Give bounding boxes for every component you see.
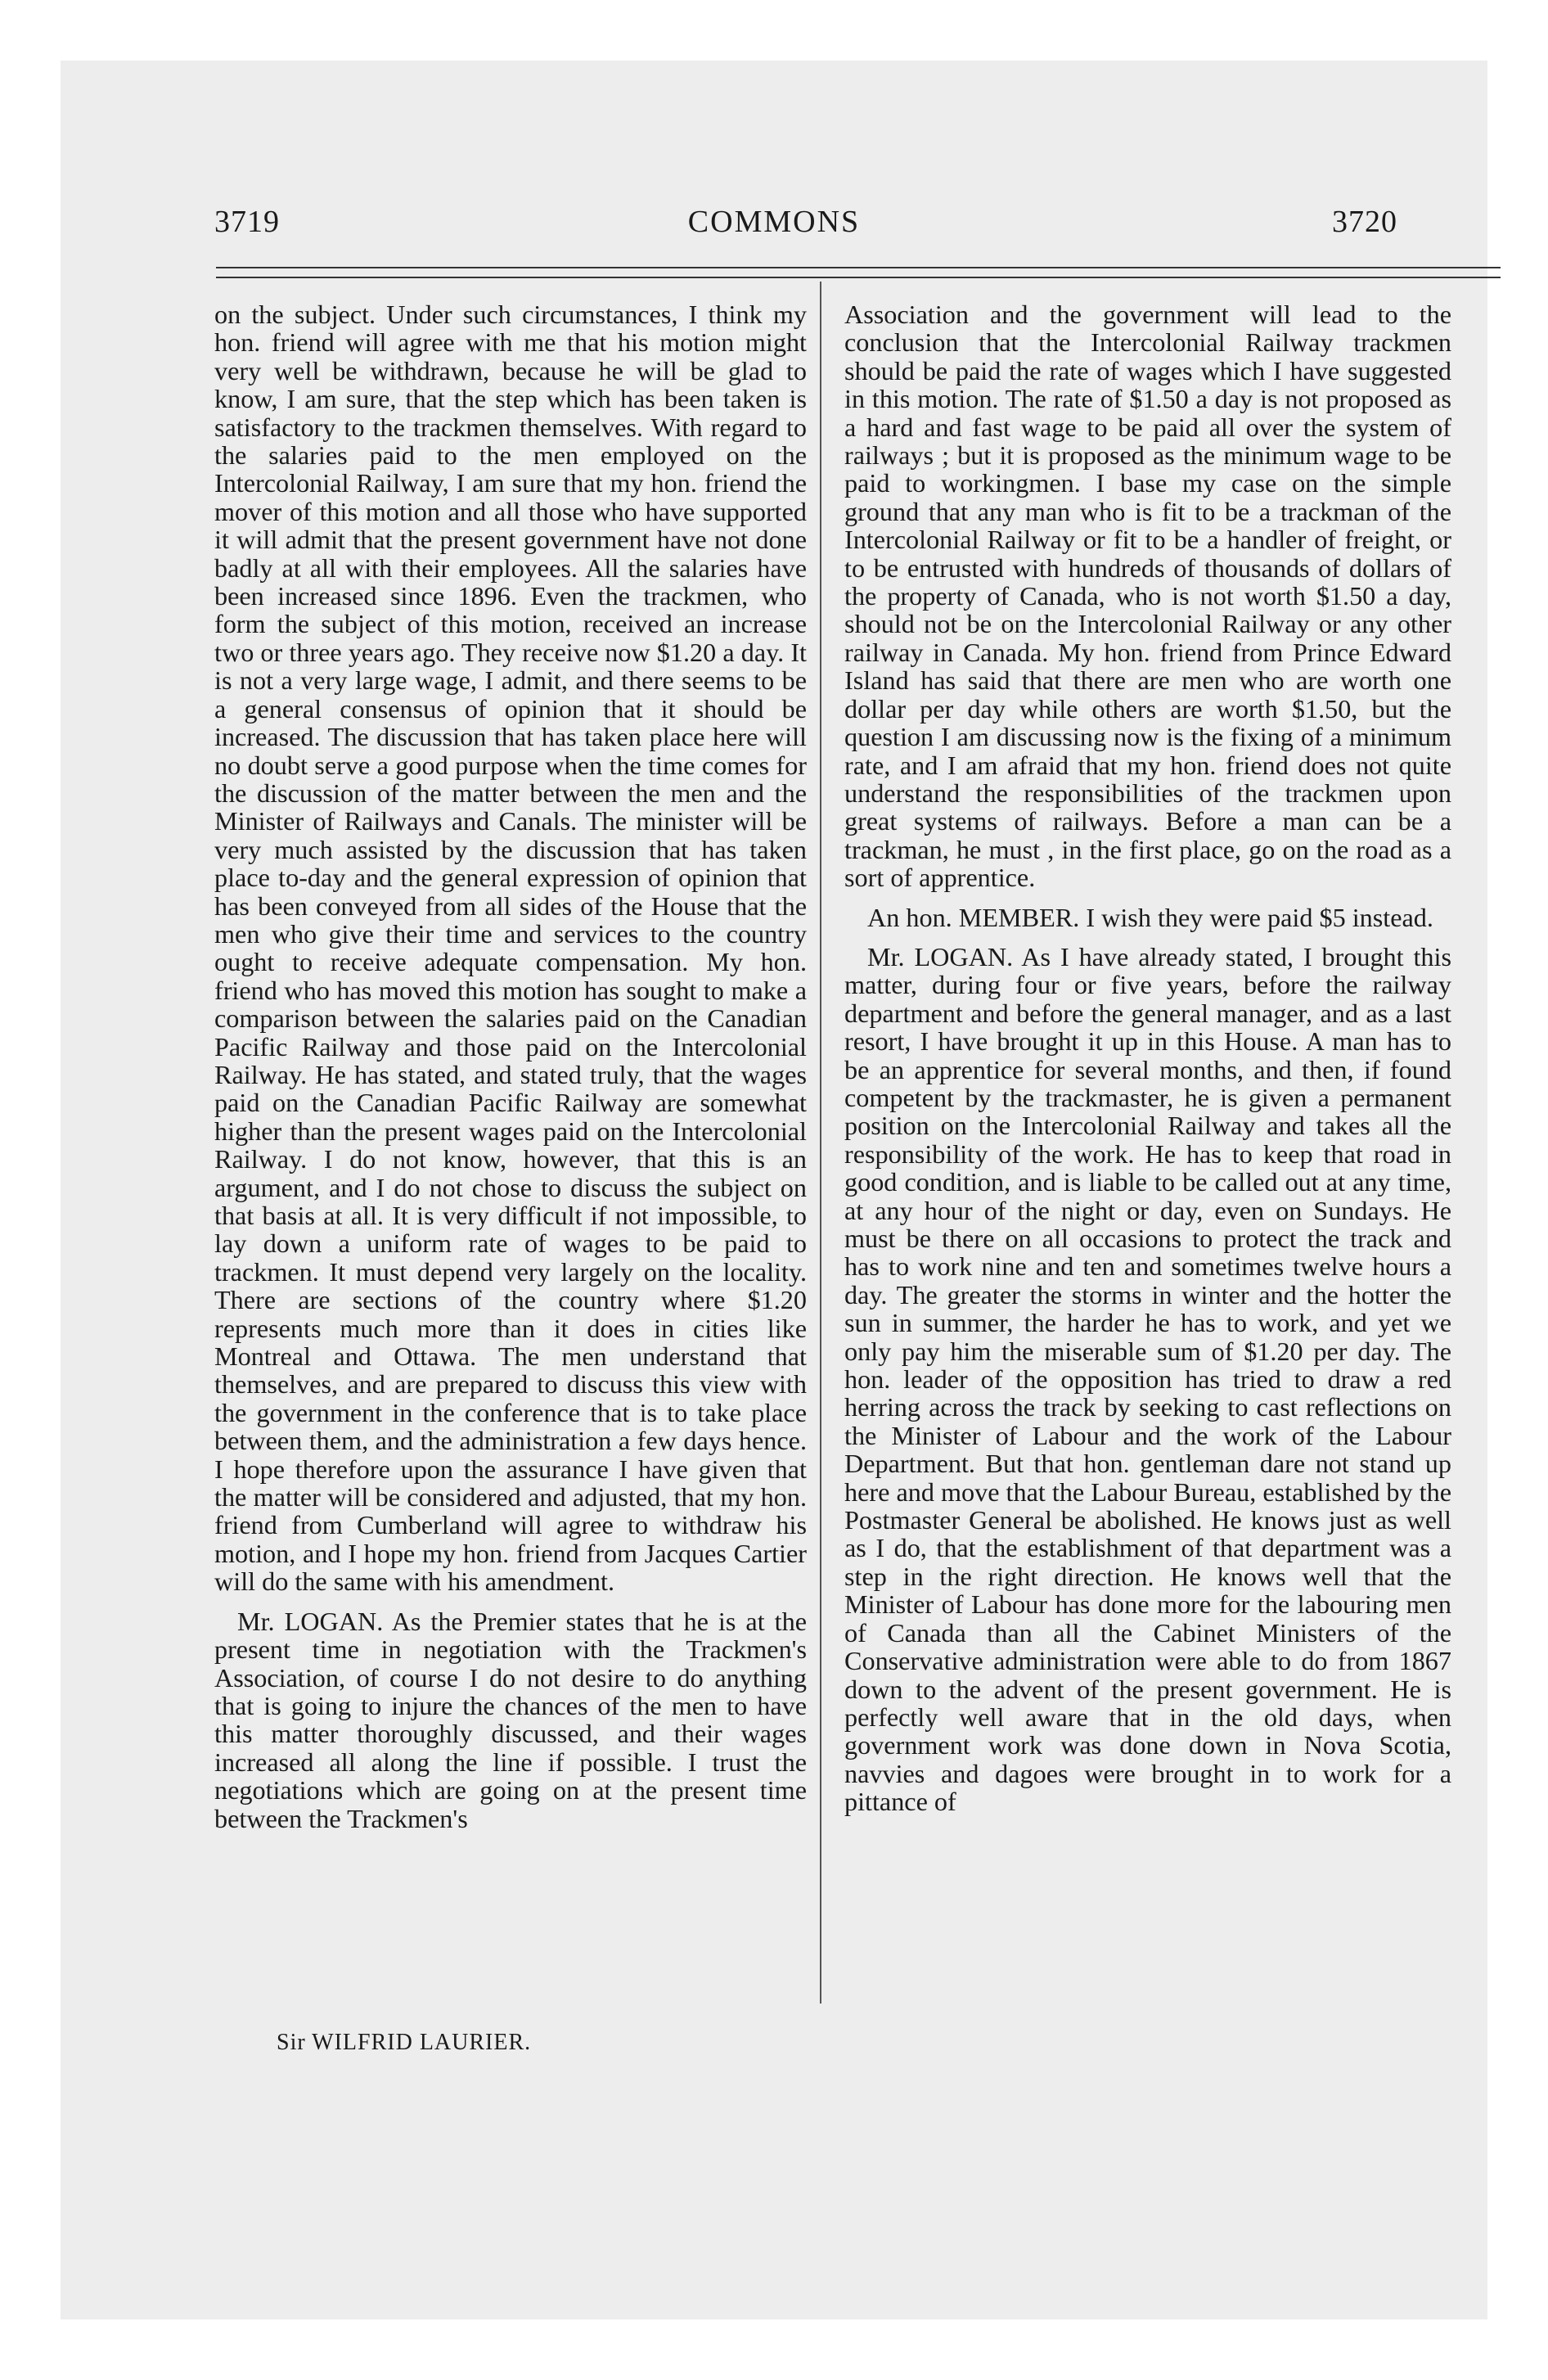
header-rule-bottom xyxy=(216,277,1501,278)
page-number-left: 3719 xyxy=(214,205,280,239)
right-paragraph-3: Mr. LOGAN. As I have already stated, I brought this matter, during four or five years, before the railway department and before the general manager, and as a last resort, I have brought it up in this House. A man has to be an apprentice for several months, and then, if found competent by the trackmaster, he is given a permanent position on the Intercolonial Railway and takes all the responsibility of the work. He has to keep that road in good condition, and is liable to be called out at any time, at any hour of the night or day, even on Sundays. He must be there on all occasions to protect the track and has to work nine and ten and sometimes twelve hours a day. The greater the storms in winter and the hotter the sun in summer, the harder he has to work, and yet we only pay him the miserable sum of $1.20 per day. The hon. leader of the opposition has tried to draw a red herring across the track by seeking to cast reflections on the Minister of Labour and the work of the Labour Department. But that hon. gentleman dare not stand up here and move that the Labour Bureau, established by the Postmaster General be abolished. He knows just as well as I do, that the establishment of that department was a step in the right direction. He knows well that the Minister of Labour has done more for the labouring men of Canada than all the Cabinet Ministers of the Conservative administration were able to do from 1867 down to the advent of the present government. He is perfectly well aware that in the old days, when government work was done down in Nova Scotia, navvies and dagoes were brought in to work for a pittance of xyxy=(844,941,1451,1817)
running-header xyxy=(61,204,1487,253)
header-title: COMMONS xyxy=(687,205,861,239)
left-paragraph-2: Mr. LOGAN. As the Premier states that he is at the present time in negotiation with the Trackmen's Association, of course I do not desire to do anything that is going to injure the chances of the men to have this matter thoroughly discussed, and their wages increased all along the line if possible. I trust the negotiations which are going on at the present time between the Trackmen's xyxy=(214,1606,807,1833)
footer-speaker: Sir WILFRID LAURIER. xyxy=(277,2030,532,2055)
right-paragraph-2: An hon. MEMBER. I wish they were paid $5 instead. xyxy=(867,902,1433,932)
column-divider xyxy=(820,282,821,2004)
right-column xyxy=(844,300,1451,1828)
left-paragraph-1: on the subject. Under such circumstances, I think my hon. friend will agree with me that his motion might very well be withdrawn, because he will be glad to know, I am sure, that the step which has been taken is satisfactory to the trackmen themselves. With regard to the salaries paid to the men employed on the Intercolonial Railway, I am sure that my hon. friend the mover of this motion and all those who have supported it will admit that the present government have not done badly at all with their employees. All the salaries have been increased since 1896. Even the trackmen, who form the subject of this motion, received an increase two or three years ago. They receive now $1.20 a day. It is not a very large wage, I admit, and there seems to be a general consensus of opinion that it should be increased. The discussion that has taken place here will no doubt serve a good purpose when the time comes for the discussion of the matter between the men and the Minister of Railways and Canals. The minister will be very much assisted by the discussion that has taken place to-day and the general expression of opinion that has been conveyed from all sides of the House that the men who give their time and services to the country ought to receive adequate compensation. My hon. friend who has moved this motion has sought to make a comparison between the salaries paid on the Canadian Pacific Railway and those paid on the Intercolonial Railway. He has stated, and stated truly, that the wages paid on the Canadian Pacific Railway are somewhat higher than the present wages paid on the Intercolonial Railway. I do not know, however, that this is an argument, and I do not chose to discuss the subject on that basis at all. It is very difficult if not impossible, to lay down a uniform rate of wages to be paid to trackmen. It must depend very largely on the locality. There are sections of the country where $1.20 represents much more than it does in cities like Montreal and Ottawa. The men understand that themselves, and are prepared to discuss this view with the government in the conference that is to take place between them, and the administration a few days hence. I hope therefore upon the assurance I have given that the matter will be considered and adjusted, that my hon. friend from Cumberland will agree to withdraw his motion, and I hope my hon. friend from Jacques Cartier will do the same with his amendment. xyxy=(214,300,807,1597)
left-column xyxy=(214,300,807,1844)
page-number-right: 3720 xyxy=(1332,205,1397,239)
right-paragraph-1: Association and the government will lead to the conclusion that the Intercolonial Railway trackmen should be paid the rate of wages which I have suggested in this motion. The rate of $1.50 a day is not proposed as a hard and fast wage to be paid all over the system of railways ; but it is proposed as the minimum wage to be paid to workingmen. I base my case on the simple ground that any man who is fit to be a trackman of the Intercolonial Railway or fit to be a handler of freight, or to be entrusted with hundreds of thousands of dollars of the property of Canada, who is not worth $1.50 a day, should not be on the Intercolonial Railway or any other railway in Canada. My hon. friend from Prince Edward Island has said that there are men who are worth one dollar per day while others are worth $1.50, but the question I am discussing now is the fixing of a minimum rate, and I am afraid that my hon. friend does not quite understand the responsibilities of the trackmen upon great systems of railways. Before a man can be a trackman, he must , in the first place, go on the road as a sort of apprentice. xyxy=(844,300,1451,893)
header-rule-top xyxy=(216,267,1501,268)
document-page xyxy=(61,61,1487,2319)
